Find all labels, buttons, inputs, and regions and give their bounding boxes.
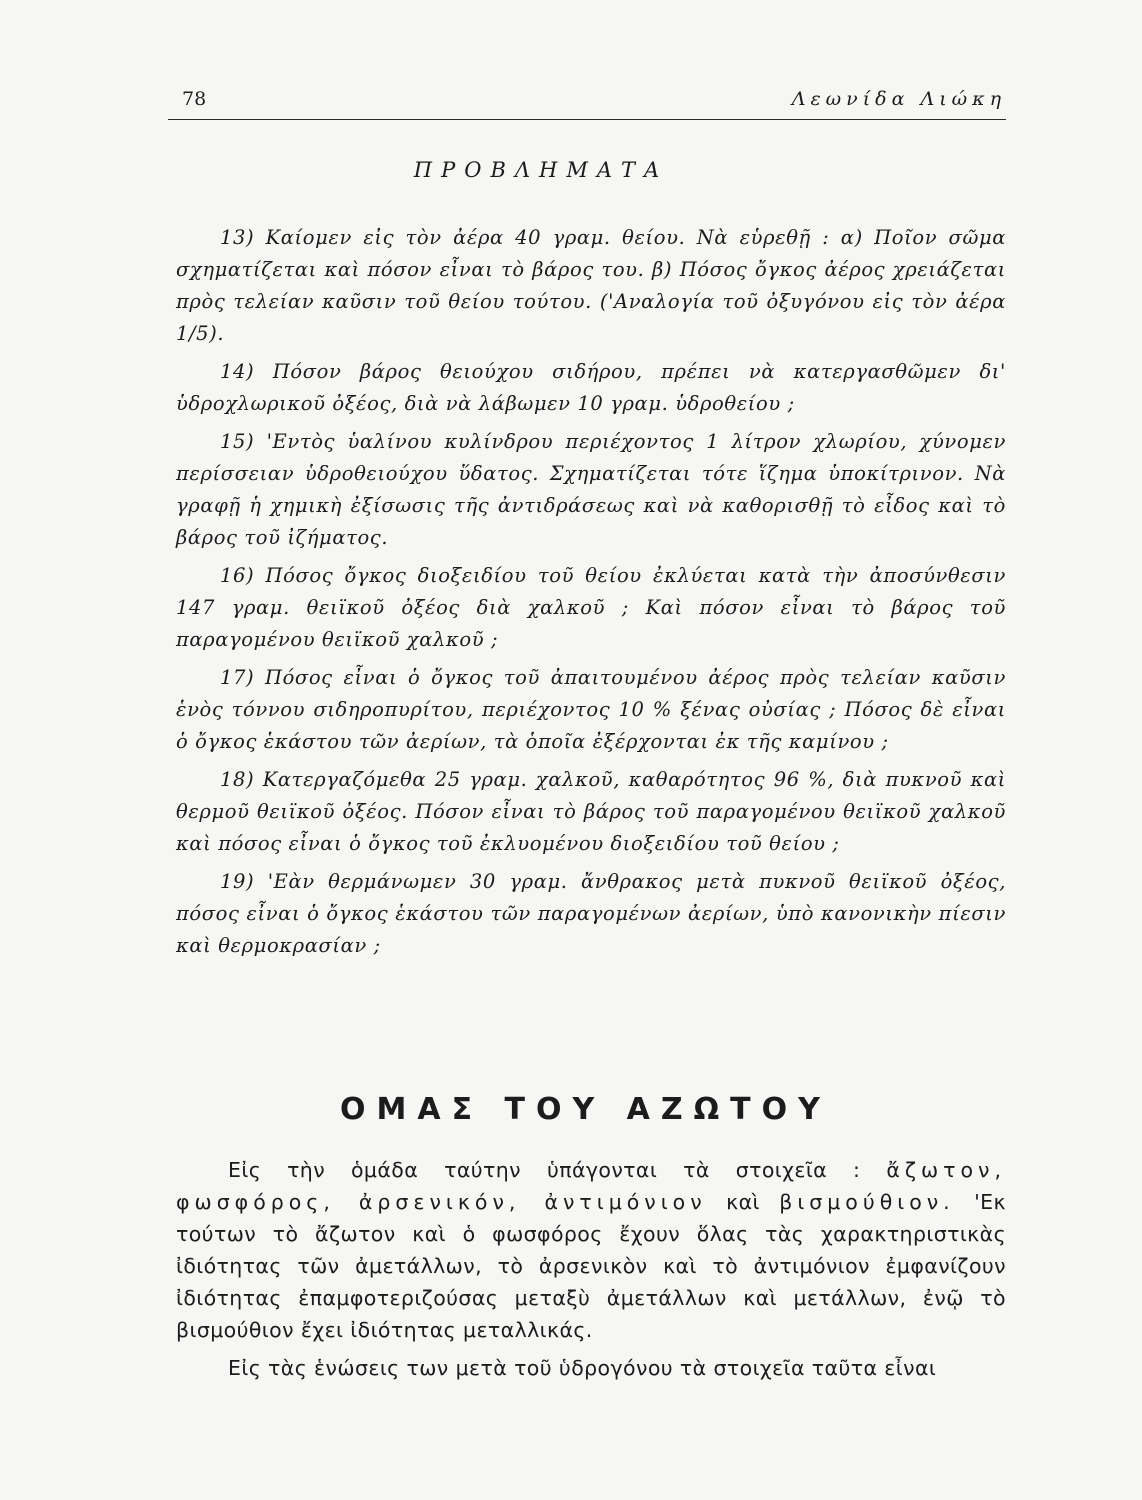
conjunction: καὶ [726,1190,760,1214]
problem-18: 18) Κατεργαζόμεθα 25 γραμ. χαλκοῦ, καθαρότητος 96 %, διὰ πυκνοῦ καὶ θερμοῦ θειϊκοῦ ὀξέος. Πόσον εἶναι τὸ βάρος τοῦ παραγομένου θειϊκοῦ χαλκοῦ καὶ πόσος εἶναι ὁ ὄγκος τοῦ ἐκλυομένου διοξειδίου τοῦ θείου ; [176,768,1006,855]
paragraph-elements [176,1154,1006,1346]
problem-14: 14) Πόσον βάρος θειούχου σιδήρου, πρέπει νὰ κατεργασθῶμεν δι' ὑδροχλωρικοῦ ὀξέος, διὰ νὰ λάβωμεν 10 γραμ. ὑδροθείου ; [176,360,1006,415]
running-head: Λεωνίδα Λιώκη [791,88,1006,110]
paragraph-hydrogen: Εἰς τὰς ἑνώσεις των μετὰ τοῦ ὑδρογόνου τὰ στοιχεῖα ταῦτα εἶναι [228,1356,937,1380]
section-body [176,1154,1006,1390]
problem-19: 19) 'Εὰν θερμάνωμεν 30 γραμ. ἄνθρακος μετὰ πυκνοῦ θειϊκοῦ ὀξέος, πόσος εἶναι ὁ ὄγκος ἑκάστου τῶν παραγομένων ἀερίων, ὑπὸ κανονικὴν πίεσιν καὶ θερμοκρασίαν ; [176,870,1006,957]
problem-16: 16) Πόσος ὄγκος διοξειδίου τοῦ θείου ἐκλύεται κατὰ τὴν ἀποσύνθεσιν 147 γραμ. θειϊκοῦ ὀξέος διὰ χαλκοῦ ; Καὶ πόσον εἶναι τὸ βάρος τοῦ παραγομένου θειϊκοῦ χαλκοῦ ; [176,564,1006,651]
page-number: 78 [182,88,207,110]
header-rule [168,119,1006,120]
problems-title: ΠΡΟΒΛΗΜΑΤΑ [413,158,669,182]
element-list: ἄζωτον, φωσφόρος, ἀρσενικόν, ἀντιμόνιον [176,1158,1006,1214]
element-bismuth: βισμούθιον. [779,1190,955,1214]
problem-15: 15) 'Εντὸς ὑαλίνου κυλίνδρου περιέχοντος 1 λίτρον χλωρίου, χύνομεν περίσσειαν ὑδροθειούχου ὕδατος. Σχηματίζεται τότε ἵζημα ὑποκίτρινον. Νὰ γραφῇ ἡ χημικὴ ἐξίσωσις τῆς ἀντιδράσεως καὶ νὰ καθορισθῇ τὸ εἶδος καὶ τὸ βάρος τοῦ ἰζήματος. [176,430,1006,549]
paragraph-intro: Εἰς τὴν ὁμάδα ταύτην ὑπάγονται τὰ στοιχεῖα : [228,1158,861,1182]
problem-13: 13) Καίομεν εἰς τὸν ἀέρα 40 γραμ. θείου. Νὰ εὑρεθῇ : α) Ποῖον σῶμα σχηματίζεται καὶ πόσον εἶναι τὸ βάρος του. β) Πόσος ὄγκος ἀέρος χρειάζεται πρὸς τελείαν καῦσιν τοῦ θείου τούτου. ('Αναλογία τοῦ ὀξυγόνου εἰς τὸν ἀέρα 1/5). [176,226,1006,345]
section-heading: ΟΜΑΣ ΤΟΥ ΑΖΩΤΟΥ [340,1092,831,1127]
paragraph-rest: 'Εκ τούτων τὸ ἄζωτον καὶ ὁ φωσφόρος ἔχουν ὅλας τὰς χαρακτηριστικὰς ἰδιότητας τῶν ἀμετάλλων, τὸ ἀρσενικὸν καὶ τὸ ἀντιμόνιον ἐμφανίζουν ἰδιότητας ἐπαμφοτεριζούσας μεταξὺ ἀμετάλλων καὶ μετάλλων, ἐνῷ τὸ βισμούθιον ἔχει ἰδιότητας μεταλλικάς. [176,1190,1006,1342]
problem-17: 17) Πόσος εἶναι ὁ ὄγκος τοῦ ἀπαιτουμένου ἀέρος πρὸς τελείαν καῦσιν ἑνὸς τόννου σιδηροπυρίτου, περιέχοντος 10 % ξένας οὐσίας ; Πόσος δὲ εἶναι ὁ ὄγκος ἑκάστου τῶν ἀερίων, τὰ ὁποῖα ἐξέρχονται ἐκ τῆς καμίνου ; [176,666,1006,753]
page-header [168,80,1006,114]
problems-list [176,222,1006,968]
